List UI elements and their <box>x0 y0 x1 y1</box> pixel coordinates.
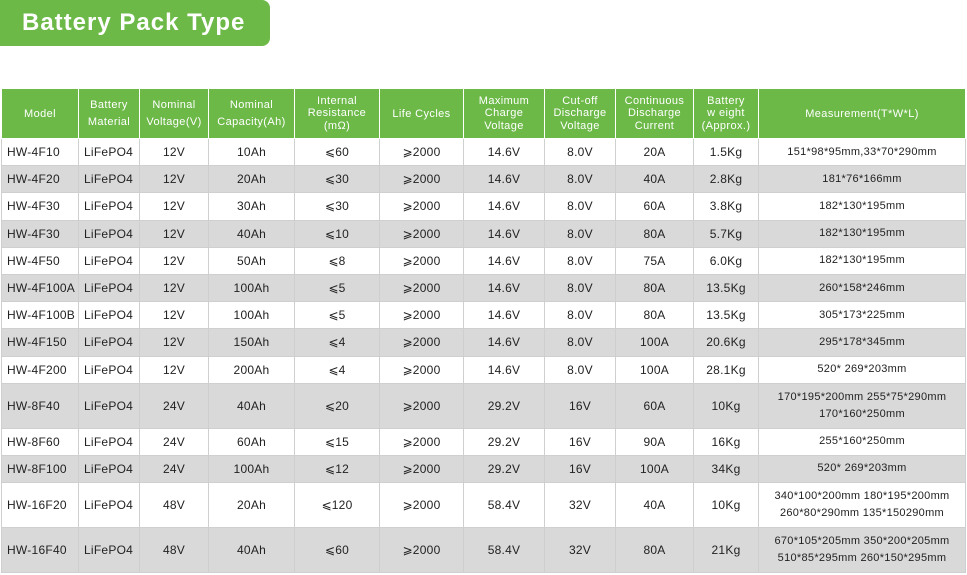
cell-cutoff-discharge-voltage: 8.0V <box>545 274 616 301</box>
header-label-line: Discharge <box>553 107 607 120</box>
cell-measurement <box>759 220 966 247</box>
cell-battery-weight: 5.7Kg <box>694 220 759 247</box>
cell-internal-resistance: ⩽120 <box>295 483 380 528</box>
cell-nominal-voltage: 12V <box>140 220 209 247</box>
cell-internal-resistance: ⩽60 <box>295 139 380 166</box>
cell-model: HW-16F20 <box>2 483 79 528</box>
cell-battery-material: LiFePO4 <box>79 356 140 383</box>
cell-measurement <box>759 274 966 301</box>
cell-cutoff-discharge-voltage: 8.0V <box>545 302 616 329</box>
measurement-line: 182*130*195mm <box>819 254 905 267</box>
table-row <box>2 329 966 356</box>
cell-nominal-voltage: 12V <box>140 329 209 356</box>
header-label-line: Nominal <box>229 98 274 111</box>
table-header-row <box>2 89 966 139</box>
cell-nominal-voltage: 12V <box>140 139 209 166</box>
cell-battery-material: LiFePO4 <box>79 428 140 455</box>
cell-nominal-capacity: 100Ah <box>209 455 295 482</box>
header-label-line: (Approx.) <box>701 119 751 132</box>
cell-cutoff-discharge-voltage: 8.0V <box>545 247 616 274</box>
header-label-line: Current <box>634 119 675 132</box>
cell-nominal-voltage: 48V <box>140 528 209 573</box>
cell-cutoff-discharge-voltage: 16V <box>545 383 616 428</box>
cell-battery-material: LiFePO4 <box>79 274 140 301</box>
header-measurement <box>759 89 966 139</box>
cell-life-cycles: ⩾2000 <box>380 383 464 428</box>
measurement-line: 340*100*200mm 180*195*200mm <box>774 490 950 503</box>
measurement-line: 305*173*225mm <box>819 308 905 321</box>
cell-battery-weight: 13.5Kg <box>694 274 759 301</box>
table-row <box>2 247 966 274</box>
cell-battery-material: LiFePO4 <box>79 483 140 528</box>
cell-battery-material: LiFePO4 <box>79 247 140 274</box>
table-header <box>2 89 966 139</box>
header-internal-resistance <box>295 89 380 139</box>
cell-continuous-discharge-current: 80A <box>616 274 694 301</box>
cell-measurement <box>759 302 966 329</box>
table-row <box>2 166 966 193</box>
cell-nominal-capacity: 100Ah <box>209 274 295 301</box>
cell-battery-weight: 28.1Kg <box>694 356 759 383</box>
header-label-line: Internal <box>317 94 357 107</box>
cell-nominal-voltage: 12V <box>140 274 209 301</box>
cell-nominal-capacity: 40Ah <box>209 383 295 428</box>
cell-internal-resistance: ⩽15 <box>295 428 380 455</box>
cell-life-cycles: ⩾2000 <box>380 455 464 482</box>
cell-life-cycles: ⩾2000 <box>380 193 464 220</box>
cell-battery-weight: 21Kg <box>694 528 759 573</box>
cell-life-cycles: ⩾2000 <box>380 356 464 383</box>
measurement-line: 182*130*195mm <box>819 199 905 212</box>
cell-cutoff-discharge-voltage: 32V <box>545 528 616 573</box>
cell-internal-resistance: ⩽5 <box>295 302 380 329</box>
cell-battery-material: LiFePO4 <box>79 193 140 220</box>
cell-nominal-voltage: 12V <box>140 166 209 193</box>
cell-measurement <box>759 455 966 482</box>
cell-battery-material: LiFePO4 <box>79 139 140 166</box>
cell-nominal-voltage: 24V <box>140 383 209 428</box>
cell-maximum-charge-voltage: 14.6V <box>464 356 545 383</box>
header-label-line: Nominal <box>152 98 196 111</box>
table-body <box>2 139 966 573</box>
header-label-line: Capacity(Ah) <box>217 115 286 128</box>
cell-cutoff-discharge-voltage: 32V <box>545 483 616 528</box>
cell-battery-material: LiFePO4 <box>79 302 140 329</box>
header-label-line: Battery <box>707 94 745 107</box>
cell-cutoff-discharge-voltage: 8.0V <box>545 220 616 247</box>
header-label-line: Continuous <box>624 94 685 107</box>
header-label-line: Charge <box>484 107 524 120</box>
cell-life-cycles: ⩾2000 <box>380 428 464 455</box>
header-label-line: w eight <box>707 107 745 120</box>
cell-internal-resistance: ⩽20 <box>295 383 380 428</box>
header-label-line: Cut-off <box>562 94 598 107</box>
cell-battery-weight: 10Kg <box>694 383 759 428</box>
cell-battery-material: LiFePO4 <box>79 166 140 193</box>
cell-battery-weight: 3.8Kg <box>694 193 759 220</box>
measurement-line: 295*178*345mm <box>819 335 905 348</box>
cell-continuous-discharge-current: 80A <box>616 302 694 329</box>
table-row <box>2 220 966 247</box>
measurement-line: 170*160*250mm <box>819 407 905 420</box>
header-model <box>2 89 79 139</box>
cell-nominal-voltage: 24V <box>140 428 209 455</box>
cell-continuous-discharge-current: 90A <box>616 428 694 455</box>
measurement-line: 510*85*295mm 260*150*295mm <box>777 552 947 565</box>
cell-model: HW-4F200 <box>2 356 79 383</box>
section-title: Battery Pack Type <box>22 9 246 36</box>
table-row <box>2 139 966 166</box>
cell-continuous-discharge-current: 80A <box>616 528 694 573</box>
cell-maximum-charge-voltage: 58.4V <box>464 483 545 528</box>
cell-measurement <box>759 329 966 356</box>
header-continuous-discharge-current <box>616 89 694 139</box>
cell-cutoff-discharge-voltage: 16V <box>545 455 616 482</box>
table-row <box>2 455 966 482</box>
cell-measurement <box>759 356 966 383</box>
cell-internal-resistance: ⩽30 <box>295 193 380 220</box>
cell-cutoff-discharge-voltage: 8.0V <box>545 329 616 356</box>
table-row <box>2 428 966 455</box>
cell-model: HW-4F30 <box>2 193 79 220</box>
header-nominal-voltage <box>140 89 209 139</box>
header-label-line: Discharge <box>627 107 682 120</box>
cell-measurement <box>759 528 966 573</box>
cell-continuous-discharge-current: 40A <box>616 483 694 528</box>
cell-maximum-charge-voltage: 14.6V <box>464 302 545 329</box>
cell-continuous-discharge-current: 60A <box>616 383 694 428</box>
cell-nominal-capacity: 200Ah <box>209 356 295 383</box>
cell-nominal-capacity: 100Ah <box>209 302 295 329</box>
measurement-line: 170*195*200mm 255*75*290mm <box>777 390 947 403</box>
cell-nominal-capacity: 60Ah <box>209 428 295 455</box>
cell-model: HW-4F100A <box>2 274 79 301</box>
battery-pack-table <box>1 88 966 573</box>
cell-model: HW-4F10 <box>2 139 79 166</box>
measurement-line: 520* 269*203mm <box>817 363 907 376</box>
cell-model: HW-4F30 <box>2 220 79 247</box>
cell-cutoff-discharge-voltage: 8.0V <box>545 166 616 193</box>
header-label-line: Maximum <box>478 94 530 107</box>
cell-measurement <box>759 428 966 455</box>
cell-battery-weight: 6.0Kg <box>694 247 759 274</box>
cell-internal-resistance: ⩽4 <box>295 329 380 356</box>
header-label-line: Measurement(T*W*L) <box>805 107 919 120</box>
cell-nominal-voltage: 12V <box>140 247 209 274</box>
header-label-line: Model <box>24 107 56 120</box>
cell-battery-weight: 20.6Kg <box>694 329 759 356</box>
cell-battery-weight: 16Kg <box>694 428 759 455</box>
cell-maximum-charge-voltage: 58.4V <box>464 528 545 573</box>
table-row <box>2 193 966 220</box>
cell-maximum-charge-voltage: 14.6V <box>464 247 545 274</box>
measurement-line: 520* 269*203mm <box>817 462 907 475</box>
cell-life-cycles: ⩾2000 <box>380 329 464 356</box>
table-row <box>2 356 966 383</box>
cell-continuous-discharge-current: 80A <box>616 220 694 247</box>
cell-measurement <box>759 139 966 166</box>
cell-continuous-discharge-current: 75A <box>616 247 694 274</box>
cell-maximum-charge-voltage: 29.2V <box>464 455 545 482</box>
cell-battery-material: LiFePO4 <box>79 528 140 573</box>
measurement-line: 670*105*205mm 350*200*205mm <box>774 535 950 548</box>
cell-model: HW-4F20 <box>2 166 79 193</box>
cell-cutoff-discharge-voltage: 16V <box>545 428 616 455</box>
table-row <box>2 302 966 329</box>
measurement-line: 182*130*195mm <box>819 227 905 240</box>
cell-battery-weight: 34Kg <box>694 455 759 482</box>
cell-battery-material: LiFePO4 <box>79 329 140 356</box>
cell-internal-resistance: ⩽4 <box>295 356 380 383</box>
header-battery-weight <box>694 89 759 139</box>
cell-model: HW-8F60 <box>2 428 79 455</box>
header-label-line: (mΩ) <box>323 119 351 132</box>
cell-life-cycles: ⩾2000 <box>380 220 464 247</box>
cell-maximum-charge-voltage: 29.2V <box>464 428 545 455</box>
header-label-line: Resistance <box>307 107 367 120</box>
cell-internal-resistance: ⩽60 <box>295 528 380 573</box>
cell-internal-resistance: ⩽30 <box>295 166 380 193</box>
cell-continuous-discharge-current: 40A <box>616 166 694 193</box>
cell-model: HW-16F40 <box>2 528 79 573</box>
cell-nominal-voltage: 48V <box>140 483 209 528</box>
header-battery-material <box>79 89 140 139</box>
header-label-line: Voltage <box>560 119 600 132</box>
cell-nominal-capacity: 10Ah <box>209 139 295 166</box>
header-cutoff-discharge-voltage <box>545 89 616 139</box>
cell-life-cycles: ⩾2000 <box>380 274 464 301</box>
cell-cutoff-discharge-voltage: 8.0V <box>545 193 616 220</box>
header-label-line: Battery <box>90 98 128 111</box>
header-label-line: Life Cycles <box>392 107 451 120</box>
cell-nominal-capacity: 40Ah <box>209 528 295 573</box>
cell-internal-resistance: ⩽12 <box>295 455 380 482</box>
cell-nominal-voltage: 12V <box>140 302 209 329</box>
cell-nominal-capacity: 30Ah <box>209 193 295 220</box>
cell-internal-resistance: ⩽5 <box>295 274 380 301</box>
cell-life-cycles: ⩾2000 <box>380 139 464 166</box>
table-row <box>2 528 966 573</box>
table-row <box>2 274 966 301</box>
section-title-banner <box>0 0 270 46</box>
cell-internal-resistance: ⩽10 <box>295 220 380 247</box>
cell-life-cycles: ⩾2000 <box>380 302 464 329</box>
cell-measurement <box>759 383 966 428</box>
cell-battery-weight: 2.8Kg <box>694 166 759 193</box>
cell-model: HW-8F40 <box>2 383 79 428</box>
cell-nominal-capacity: 150Ah <box>209 329 295 356</box>
cell-maximum-charge-voltage: 14.6V <box>464 329 545 356</box>
cell-model: HW-4F150 <box>2 329 79 356</box>
cell-internal-resistance: ⩽8 <box>295 247 380 274</box>
header-label-line: Material <box>87 115 131 128</box>
cell-nominal-capacity: 50Ah <box>209 247 295 274</box>
header-life-cycles <box>380 89 464 139</box>
header-maximum-charge-voltage <box>464 89 545 139</box>
measurement-line: 260*158*246mm <box>819 281 905 294</box>
cell-continuous-discharge-current: 100A <box>616 455 694 482</box>
cell-nominal-voltage: 12V <box>140 193 209 220</box>
cell-nominal-voltage: 24V <box>140 455 209 482</box>
measurement-line: 255*160*250mm <box>819 435 905 448</box>
table-row <box>2 483 966 528</box>
cell-continuous-discharge-current: 100A <box>616 329 694 356</box>
cell-continuous-discharge-current: 100A <box>616 356 694 383</box>
measurement-line: 151*98*95mm,33*70*290mm <box>787 145 937 158</box>
measurement-line: 181*76*166mm <box>822 172 902 185</box>
cell-measurement <box>759 193 966 220</box>
cell-model: HW-8F100 <box>2 455 79 482</box>
cell-cutoff-discharge-voltage: 8.0V <box>545 139 616 166</box>
cell-battery-weight: 1.5Kg <box>694 139 759 166</box>
cell-measurement <box>759 166 966 193</box>
cell-maximum-charge-voltage: 14.6V <box>464 139 545 166</box>
measurement-line: 260*80*290mm 135*150290mm <box>779 507 945 520</box>
cell-battery-material: LiFePO4 <box>79 383 140 428</box>
cell-nominal-capacity: 20Ah <box>209 483 295 528</box>
cell-maximum-charge-voltage: 14.6V <box>464 166 545 193</box>
cell-maximum-charge-voltage: 14.6V <box>464 220 545 247</box>
cell-life-cycles: ⩾2000 <box>380 247 464 274</box>
cell-maximum-charge-voltage: 14.6V <box>464 193 545 220</box>
header-label-line: Voltage <box>484 119 524 132</box>
cell-model: HW-4F50 <box>2 247 79 274</box>
cell-cutoff-discharge-voltage: 8.0V <box>545 356 616 383</box>
cell-continuous-discharge-current: 60A <box>616 193 694 220</box>
cell-battery-weight: 10Kg <box>694 483 759 528</box>
cell-battery-material: LiFePO4 <box>79 455 140 482</box>
cell-maximum-charge-voltage: 14.6V <box>464 274 545 301</box>
cell-nominal-capacity: 20Ah <box>209 166 295 193</box>
cell-measurement <box>759 247 966 274</box>
cell-battery-weight: 13.5Kg <box>694 302 759 329</box>
header-label-line: Voltage(V) <box>146 115 202 128</box>
cell-life-cycles: ⩾2000 <box>380 166 464 193</box>
cell-nominal-capacity: 40Ah <box>209 220 295 247</box>
cell-life-cycles: ⩾2000 <box>380 483 464 528</box>
cell-measurement <box>759 483 966 528</box>
cell-maximum-charge-voltage: 29.2V <box>464 383 545 428</box>
table-row <box>2 383 966 428</box>
cell-battery-material: LiFePO4 <box>79 220 140 247</box>
cell-model: HW-4F100B <box>2 302 79 329</box>
cell-life-cycles: ⩾2000 <box>380 528 464 573</box>
cell-nominal-voltage: 12V <box>140 356 209 383</box>
header-nominal-capacity <box>209 89 295 139</box>
cell-continuous-discharge-current: 20A <box>616 139 694 166</box>
